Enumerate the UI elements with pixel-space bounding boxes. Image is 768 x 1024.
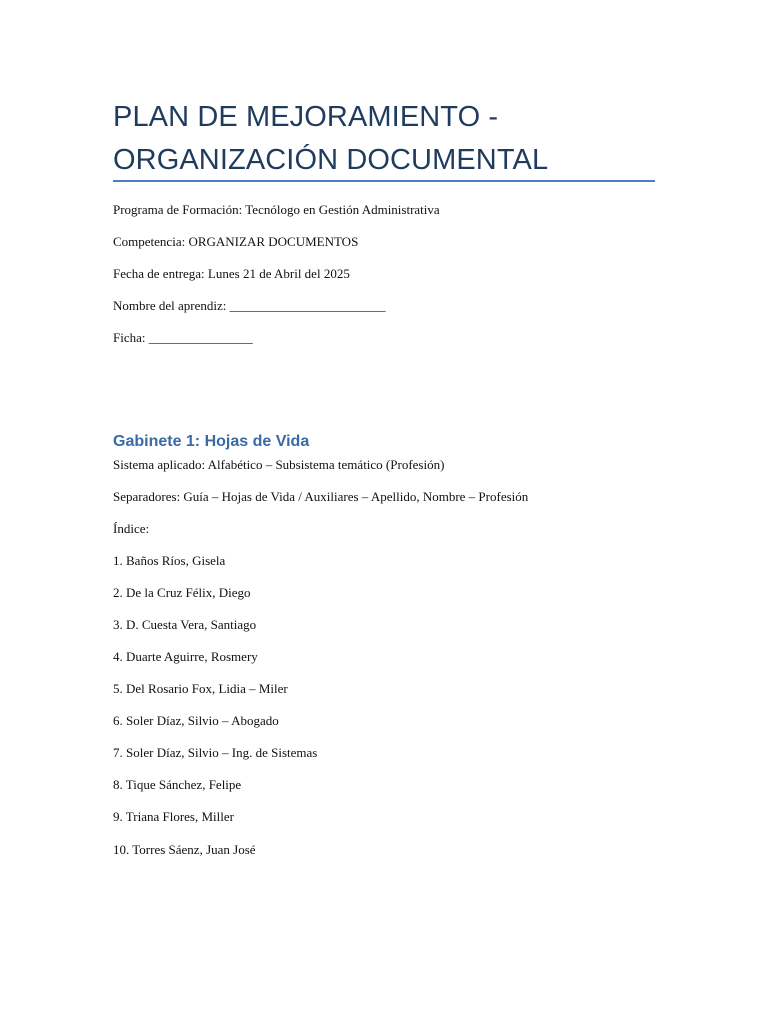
list-item: 7. Soler Díaz, Silvio – Ing. de Sistemas (113, 745, 318, 760)
ficha-line: Ficha: ________________ (113, 330, 253, 345)
program-line: Programa de Formación: Tecnólogo en Gestión Administrativa (113, 202, 440, 217)
document-title-line-2: ORGANIZACIÓN DOCUMENTAL (113, 144, 549, 176)
list-item: 8. Tique Sánchez, Felipe (113, 777, 242, 792)
document-title (113, 96, 658, 182)
due-date-line: Fecha de entrega: Lunes 21 de Abril del 2025 (113, 266, 350, 281)
student-name-line: Nombre del aprendiz: ________________________ (113, 298, 386, 313)
competency-line: Competencia: ORGANIZAR DOCUMENTOS (113, 234, 359, 249)
list-item: 9. Triana Flores, Miller (113, 809, 234, 824)
list-item: 6. Soler Díaz, Silvio – Abogado (113, 713, 279, 728)
list-item: 4. Duarte Aguirre, Rosmery (113, 649, 258, 664)
list-item: 5. Del Rosario Fox, Lidia – Miler (113, 681, 288, 696)
list-item: 2. De la Cruz Félix, Diego (113, 585, 251, 600)
list-item: 1. Baños Ríos, Gisela (113, 553, 226, 568)
index-label: Índice: (113, 521, 150, 536)
document-title-line-1: PLAN DE MEJORAMIENTO - (113, 101, 499, 133)
list-item: 10. Torres Sáenz, Juan José (113, 842, 256, 857)
system-line: Sistema aplicado: Alfabético – Subsistema temático (Profesión) (113, 457, 445, 472)
list-item: 3. D. Cuesta Vera, Santiago (113, 617, 257, 632)
separators-line: Separadores: Guía – Hojas de Vida / Auxiliares – Apellido, Nombre – Profesión (113, 489, 529, 504)
section-heading: Gabinete 1: Hojas de Vida (113, 433, 310, 450)
title-underline-rule (113, 180, 655, 182)
